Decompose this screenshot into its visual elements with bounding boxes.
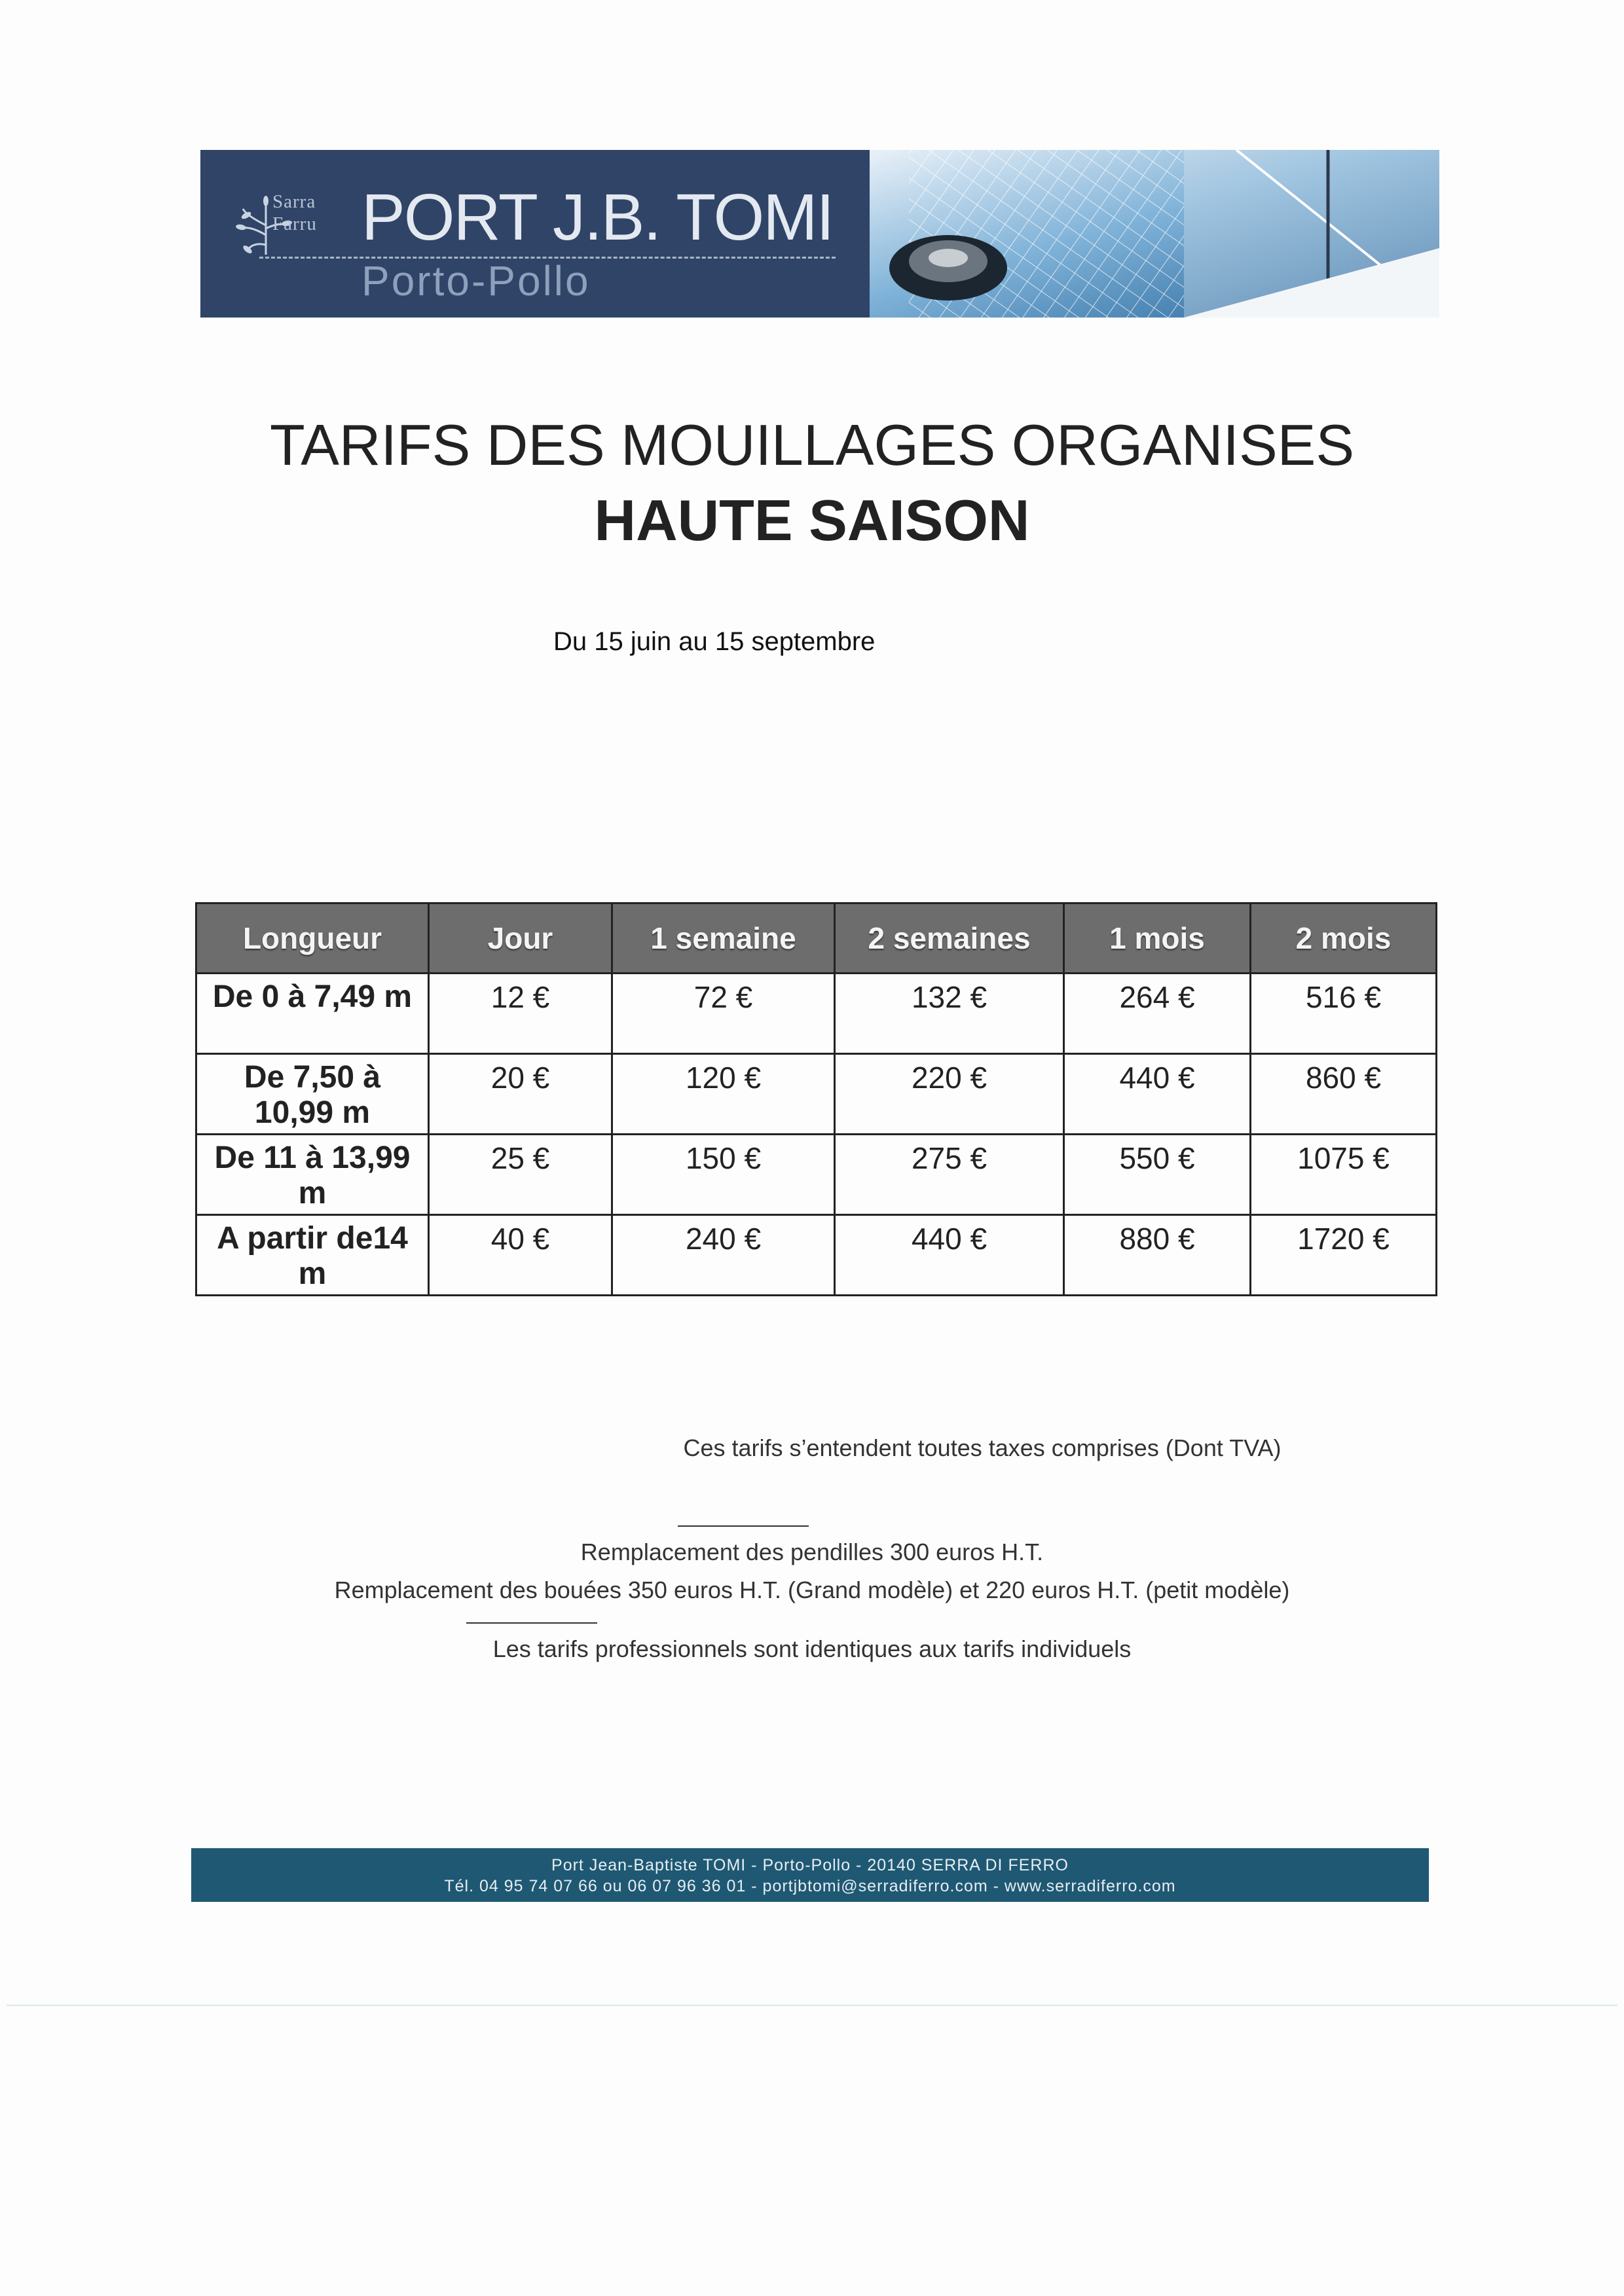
season-title: HAUTE SAISON bbox=[594, 488, 1030, 553]
table-row bbox=[196, 1135, 1437, 1215]
column-header-2-mois: 2 mois bbox=[1251, 903, 1437, 974]
table-cell: 220 € bbox=[835, 1054, 1064, 1135]
column-header-jour: Jour bbox=[429, 903, 612, 974]
professional-rates-note: Les tarifs professionnels sont identiques aux tarifs individuels bbox=[492, 1635, 1132, 1662]
logo-text-line2: Farru bbox=[272, 213, 317, 234]
divider-rule bbox=[466, 1622, 597, 1624]
footer-contact: Tél. 04 95 74 07 66 ou 06 07 96 36 01 - portjbtomi@serradiferro.com - www.serradiferro.com bbox=[444, 1877, 1176, 1895]
table-cell: 20 € bbox=[429, 1054, 612, 1135]
table-cell: 150 € bbox=[612, 1135, 835, 1215]
table-row bbox=[196, 1215, 1437, 1296]
brand-panel bbox=[200, 150, 870, 318]
table-cell: 264 € bbox=[1064, 974, 1251, 1054]
sailboat-photo bbox=[870, 150, 1439, 318]
season-period: Du 15 juin au 15 septembre bbox=[553, 627, 876, 656]
column-header-1-semaine: 1 semaine bbox=[612, 903, 835, 974]
table-cell-length: De 7,50 à 10,99 m bbox=[196, 1054, 429, 1135]
table-cell-length: De 11 à 13,99 m bbox=[196, 1135, 429, 1215]
table-cell: 72 € bbox=[612, 974, 835, 1054]
contact-footer bbox=[191, 1848, 1429, 1902]
page-title: TARIFS DES MOUILLAGES ORGANISES bbox=[269, 412, 1355, 477]
logo-text-line1: Sarra bbox=[272, 191, 316, 212]
table-cell: 440 € bbox=[835, 1215, 1064, 1296]
header-banner bbox=[200, 150, 1439, 318]
column-header-longueur: Longueur bbox=[196, 903, 429, 974]
rates-table bbox=[195, 902, 1437, 1296]
brand-subtitle: Porto-Pollo bbox=[361, 257, 591, 304]
footer-address: Port Jean-Baptiste TOMI - Porto-Pollo - 20140 SERRA DI FERRO bbox=[551, 1856, 1069, 1874]
table-cell: 1075 € bbox=[1251, 1135, 1437, 1215]
table-cell: 880 € bbox=[1064, 1215, 1251, 1296]
bouees-note: Remplacement des bouées 350 euros H.T. (Grand modèle) et 220 euros H.T. (petit modèle) bbox=[334, 1576, 1290, 1603]
table-cell: 240 € bbox=[612, 1215, 835, 1296]
pendilles-note: Remplacement des pendilles 300 euros H.T. bbox=[580, 1539, 1044, 1565]
table-cell: 440 € bbox=[1064, 1054, 1251, 1135]
table-cell: 516 € bbox=[1251, 974, 1437, 1054]
table-cell: 40 € bbox=[429, 1215, 612, 1296]
column-header-1-mois: 1 mois bbox=[1064, 903, 1251, 974]
table-row bbox=[196, 974, 1437, 1054]
logo-wordmark bbox=[272, 191, 317, 235]
page-edge-line bbox=[7, 2005, 1617, 2006]
table-header-row bbox=[196, 903, 1437, 974]
table-cell: 25 € bbox=[429, 1135, 612, 1215]
table-cell: 1720 € bbox=[1251, 1215, 1437, 1296]
tax-note: Ces tarifs s’entendent toutes taxes comprises (Dont TVA) bbox=[683, 1434, 1282, 1461]
table-cell-length: De 0 à 7,49 m bbox=[196, 974, 429, 1054]
table-cell-length: A partir de14 m bbox=[196, 1215, 429, 1296]
divider-rule bbox=[678, 1525, 809, 1527]
table-cell: 132 € bbox=[835, 974, 1064, 1054]
table-cell: 860 € bbox=[1251, 1054, 1437, 1135]
table-cell: 12 € bbox=[429, 974, 612, 1054]
table-row bbox=[196, 1054, 1437, 1135]
column-header-2-semaines: 2 semaines bbox=[835, 903, 1064, 974]
table-cell: 275 € bbox=[835, 1135, 1064, 1215]
table-cell: 550 € bbox=[1064, 1135, 1251, 1215]
table-cell: 120 € bbox=[612, 1054, 835, 1135]
brand-name: PORT J.B. TOMI bbox=[361, 181, 834, 254]
